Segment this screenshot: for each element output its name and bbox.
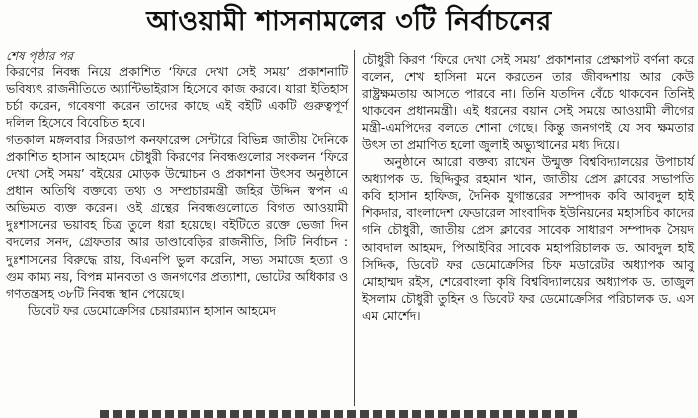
article-paragraph: কিরণের নিবন্ধ নিয়ে প্রকাশিত ‘ফিরে দেখা সেই সময়’ প্রকাশনাটি ভবিষ্যৎ রাজনীতিতে অ্যান্টিভাইরাস হিসেবে কাজ করবে। যারা ইতিহাস চর্চা করেন, গবেষণা করেন তাদের কাছে এই বইটি একটি গুরুত্বপূর্ণ দলিল হিসেবে বিবেচিত হবে।: [6, 65, 348, 131]
article-paragraph: গতকাল মঙ্গলবার সিরডাপ কনফারেন্স সেন্টারে বিভিন্ন জাতীয় দৈনিকে প্রকাশিত হাসান আহমেদ চৌধুরী কিরণের নিবন্ধগুলোর সংকলন ‘ফিরে দেখা সেই সময়’ বইয়ের মোড়ক উন্মোচন ও প্রকাশনা উৎসব অনুষ্ঠানে প্রধান অতিথি বক্তব্যে তথ্য ও সম্প্রচারমন্ত্রী জহির উদ্দিন স্বপন এ অভিমত ব্যক্ত করেন। ওই গ্রন্থের নিবন্ধগুলোতে বিগত আওয়ামী দুঃশাসনের ভয়াবহ চিত্র তুলে ধরা হয়েছে। বইটিতে রক্তে ভেজা দিন বদলের সনদ, গ্রেফতার আর ডাণ্ডাবেড়ির রাজনীতি, সিটি নির্বাচন : দুঃশাসনের বিরুদ্ধে রায়, বিএনপি ভুল করেনি, সভ্য সমাজে হত্যা ও গুম কাম্য নয়, বিপন্ন মানবতা ও জনগণের প্রত্যাশা, ভোটের অধিকার ও গণতন্ত্রসহ ৩৮টি নিবন্ধ স্থান পেয়েছে।: [6, 133, 348, 301]
right-column: [362, 52, 694, 325]
column-divider: [354, 50, 355, 406]
headline: আওয়ামী শাসনামলের ৩টি নির্বাচনের: [146, 6, 552, 37]
article-paragraph: অনুষ্ঠানে আরো বক্তব্য রাখেন উন্মুক্ত বিশ্ববিদ্যালয়ের উপাচার্য অধ্যাপক ড. ছিদ্দিকুর রহমান খান, জাতীয় প্রেস ক্লাবের সভাপতি কবি হাসান হাফিজ, দৈনিক যুগান্তরের সম্পাদক কবি আবদুল হাই শিকদার, বাংলাদেশ ফেডারেল সাংবাদিক ইউনিয়নের মহাসচিব কাদের গনি চৌধুরী, জাতীয় প্রেস ক্লাবের সাবেক সাধারণ সম্পাদক সৈয়দ আবদাল আহমদ, পিআইবির সাবেক মহাপরিচালক ড. আবদুল হাই সিদ্দিক, ডিবেট ফর ডেমোক্রেসির চিফ মডারেটর অধ্যাপক আবু মোহাম্মদ রইস, শেরেবাংলা কৃষি বিশ্ববিদ্যালয়ের অধ্যাপক ড. তাজুল ইসলাম চৌধুরী তুহিন ও ডিবেট ফর ডেমোক্রেসির পরিচালক ড. এস এম মোর্শেদ।: [362, 155, 694, 323]
article-paragraph: চৌধুরী কিরণ ‘ফিরে দেখা সেই সময়’ প্রকাশনার প্রেক্ষাপট বর্ণনা করে বলেন, শেখ হাসিনা মনে করতেন তার জীবদ্দশায় আর কেউ রাষ্ট্রক্ষমতায় আসতে পারবে না। তিনি যতদিন বেঁচে থাকবেন তিনিই থাকবেন প্রধানমন্ত্রী। এই ধরনের বয়ান সেই সময়ে আওয়ামী লীগের মন্ত্রী-এমপিদের বলতে শোনা গেছে। কিন্তু জনগণই যে সব ক্ষমতার উৎস তা প্রমাণিত হলো জুলাই অভ্যুত্থানের মধ্য দিয়ে।: [362, 53, 694, 153]
cropped-next-headline: [100, 410, 580, 418]
dateline: শেষ পৃষ্ঠার পর: [6, 49, 74, 63]
article-paragraph: ডিবেট ফর ডেমোক্রেসির চেয়ারম্যান হাসান আহমেদ: [28, 303, 276, 318]
left-column: [6, 48, 348, 320]
